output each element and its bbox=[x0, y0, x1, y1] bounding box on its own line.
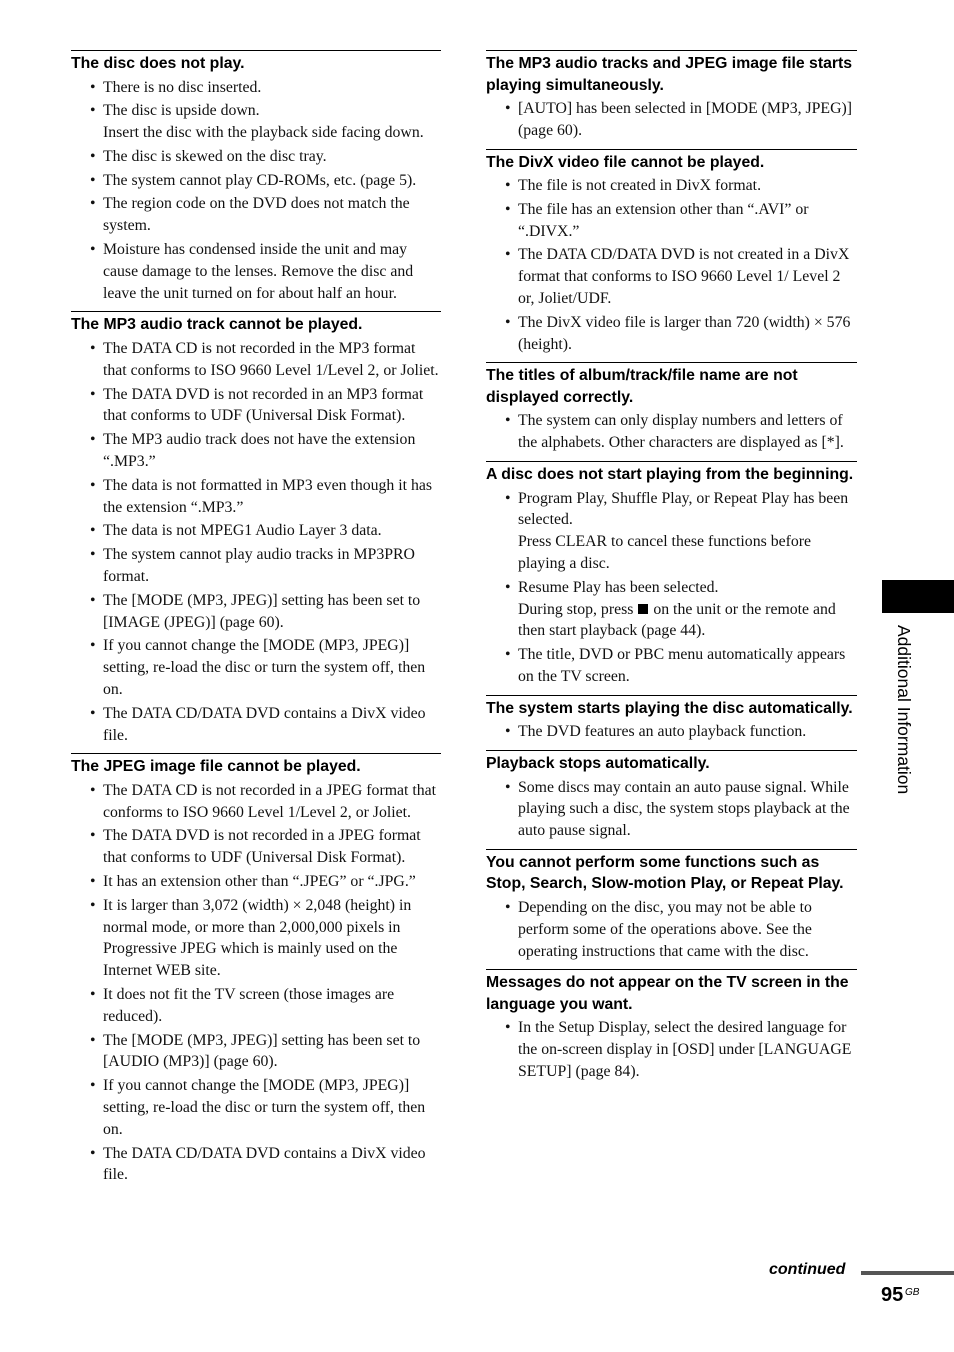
list-item bbox=[486, 410, 857, 454]
item-text: The [MODE (MP3, JPEG)] setting has been set to [AUDIO (MP3)] (page 60). bbox=[103, 1031, 421, 1071]
list-item bbox=[71, 146, 441, 168]
item-text: The DATA DVD is not recorded in an MP3 format that conforms to UDF (Universal Disk Format). bbox=[103, 385, 424, 425]
item-text: The file is not created in DivX format. bbox=[518, 177, 762, 195]
item-text: Depending on the disc, you may not be able to perform some of the operations above. See the operating instructions that came with the disc. bbox=[518, 898, 812, 960]
troubleshooting-section bbox=[486, 461, 857, 688]
item-text: The DATA CD/DATA DVD contains a DivX video file. bbox=[103, 1144, 426, 1184]
item-note: Press CLEAR to cancel these functions before playing a disc. bbox=[518, 533, 812, 572]
continued-label: continued bbox=[769, 1261, 846, 1278]
list-item bbox=[71, 1075, 441, 1140]
bullet-list bbox=[486, 175, 857, 355]
item-text: Some discs may contain an auto pause signal. While playing such a disc, the system stops playback at the auto pause signal. bbox=[518, 778, 850, 840]
bullet-list bbox=[486, 488, 857, 688]
bullet-icon: • bbox=[90, 591, 96, 609]
list-item bbox=[486, 577, 857, 642]
bullet-list bbox=[71, 77, 441, 305]
item-text: [AUTO] has been selected in [MODE (MP3, JPEG)] (page 60). bbox=[518, 100, 853, 139]
bullet-icon: • bbox=[90, 985, 96, 1003]
list-item bbox=[71, 193, 441, 237]
side-section-label: Additional Information bbox=[894, 625, 914, 795]
item-text: The disc is skewed on the disc tray. bbox=[103, 147, 327, 165]
list-item bbox=[71, 703, 441, 747]
item-text: Moisture has condensed inside the unit and may cause damage to the lenses. Remove the disc and leave the unit turned on for about half an hour. bbox=[103, 241, 414, 302]
list-item bbox=[71, 780, 441, 824]
item-text: The DATA CD/DATA DVD contains a DivX video file. bbox=[103, 704, 426, 744]
bullet-icon: • bbox=[505, 778, 511, 796]
troubleshooting-section bbox=[486, 362, 857, 454]
bullet-icon: • bbox=[90, 195, 96, 213]
list-item bbox=[486, 175, 857, 197]
troubleshooting-section bbox=[486, 969, 857, 1082]
section-heading: The JPEG image file cannot be played. bbox=[71, 758, 361, 776]
bullet-list bbox=[486, 777, 857, 842]
list-item bbox=[71, 984, 441, 1028]
troubleshooting-section bbox=[71, 311, 441, 746]
list-item bbox=[486, 721, 857, 743]
bullet-icon: • bbox=[90, 241, 96, 259]
left-column bbox=[71, 50, 441, 1193]
bullet-list bbox=[486, 410, 857, 454]
list-item bbox=[486, 644, 857, 688]
bullet-list bbox=[71, 780, 441, 1186]
item-text: The DATA DVD is not recorded in a JPEG format that conforms to UDF (Universal Disk Format). bbox=[103, 827, 421, 867]
bullet-icon: • bbox=[505, 1019, 511, 1037]
item-text: The system can only display numbers and letters of the alphabets. Other characters are displayed as [*]. bbox=[518, 412, 844, 452]
item-text: The title, DVD or PBC menu automatically appears on the TV screen. bbox=[518, 646, 846, 685]
item-text: It has an extension other than “.JPEG” or “.JPG.” bbox=[103, 873, 416, 890]
list-item bbox=[71, 590, 441, 634]
bullet-icon: • bbox=[90, 1144, 96, 1162]
bullet-list bbox=[486, 98, 857, 142]
bullet-icon: • bbox=[90, 1077, 96, 1095]
section-tab-marker bbox=[882, 580, 954, 613]
item-text: In the Setup Display, select the desired language for the on-screen display in [OSD] under [LANGUAGE SETUP] (page 84). bbox=[518, 1019, 852, 1080]
troubleshooting-section bbox=[486, 750, 857, 842]
item-text: The disc is upside down. bbox=[103, 102, 260, 120]
right-column bbox=[486, 50, 857, 1090]
bullet-icon: • bbox=[90, 896, 96, 914]
list-item bbox=[71, 1143, 441, 1187]
bullet-icon: • bbox=[505, 246, 511, 264]
page-number-suffix: GB bbox=[905, 1287, 920, 1298]
bullet-list bbox=[71, 338, 441, 746]
bullet-icon: • bbox=[90, 1031, 96, 1049]
bullet-icon: • bbox=[90, 431, 96, 449]
bullet-list bbox=[486, 1017, 857, 1082]
item-text: The data is not MPEG1 Audio Layer 3 data. bbox=[103, 522, 382, 540]
list-item bbox=[486, 1017, 857, 1082]
list-item bbox=[71, 895, 441, 982]
list-item bbox=[71, 384, 441, 428]
item-text: If you cannot change the [MODE (MP3, JPEG)] setting, re-load the disc or turn the system off, then on. bbox=[103, 1077, 426, 1138]
list-item bbox=[71, 635, 441, 700]
list-item bbox=[486, 199, 857, 243]
item-note: Insert the disc with the playback side facing down. bbox=[103, 124, 424, 142]
list-item bbox=[486, 98, 857, 142]
item-text: The DVD features an auto playback function. bbox=[518, 723, 807, 741]
troubleshooting-section bbox=[486, 50, 857, 142]
item-text: The file has an extension other than “.AVI” or “.DIVX.” bbox=[518, 200, 809, 240]
bullet-icon: • bbox=[90, 171, 96, 189]
continued-rule bbox=[861, 1271, 954, 1275]
bullet-icon: • bbox=[90, 339, 96, 357]
item-text: Resume Play has been selected. bbox=[518, 578, 719, 596]
bullet-icon: • bbox=[505, 200, 511, 218]
list-item bbox=[71, 239, 441, 304]
section-heading: A disc does not start playing from the beginning. bbox=[486, 466, 854, 484]
bullet-icon: • bbox=[90, 637, 96, 655]
section-heading: Playback stops automatically. bbox=[486, 755, 710, 773]
item-text: Program Play, Shuffle Play, or Repeat Play has been selected. bbox=[518, 489, 849, 529]
list-item bbox=[71, 475, 441, 519]
list-item bbox=[71, 1030, 441, 1074]
item-text: The data is not formatted in MP3 even though it has the extension “.MP3.” bbox=[103, 476, 433, 516]
bullet-icon: • bbox=[505, 646, 511, 664]
bullet-icon: • bbox=[90, 827, 96, 845]
list-item bbox=[486, 244, 857, 309]
section-heading: The titles of album/track/file name are not displayed correctly. bbox=[486, 367, 798, 406]
item-text: The [MODE (MP3, JPEG)] setting has been set to [IMAGE (JPEG)] (page 60). bbox=[103, 591, 421, 631]
list-item bbox=[71, 429, 441, 473]
bullet-list bbox=[486, 897, 857, 962]
bullet-icon: • bbox=[90, 102, 96, 120]
bullet-icon: • bbox=[90, 522, 96, 540]
item-text: The DATA CD is not recorded in a JPEG format that conforms to ISO 9660 Level 1/Level 2, or Joliet. bbox=[103, 781, 437, 821]
list-item bbox=[486, 488, 857, 575]
item-text: The DATA CD/DATA DVD is not created in a DivX format that conforms to ISO 9660 Level 1/ Level 2 or, Joliet/UDF. bbox=[518, 246, 850, 308]
item-text: The system cannot play CD-ROMs, etc. (page 5). bbox=[103, 171, 417, 189]
item-note-before: During stop, press bbox=[518, 600, 634, 618]
item-text: It is larger than 3,072 (width) × 2,048 (height) in normal mode, or more than 2,000,000 pixels in Progressive JPEG which is mainly used on the Internet WEB site. bbox=[103, 896, 412, 980]
section-heading: The DivX video file cannot be played. bbox=[486, 153, 765, 171]
list-item bbox=[71, 871, 441, 893]
item-text: There is no disc inserted. bbox=[103, 78, 262, 96]
list-item bbox=[71, 100, 441, 144]
bullet-icon: • bbox=[90, 873, 96, 890]
bullet-icon: • bbox=[90, 147, 96, 165]
section-heading: You cannot perform some functions such as Stop, Search, Slow-motion Play, or Repeat Play. bbox=[486, 853, 844, 893]
list-item bbox=[71, 170, 441, 192]
bullet-icon: • bbox=[505, 412, 511, 430]
bullet-icon: • bbox=[505, 723, 511, 741]
list-item bbox=[486, 897, 857, 962]
list-item bbox=[71, 520, 441, 542]
troubleshooting-section bbox=[486, 695, 857, 743]
troubleshooting-section bbox=[486, 849, 857, 962]
page-number: 95 bbox=[881, 1284, 904, 1306]
bullet-icon: • bbox=[90, 78, 96, 96]
bullet-icon: • bbox=[505, 898, 511, 916]
item-text: If you cannot change the [MODE (MP3, JPEG)] setting, re-load the disc or turn the system off, then on. bbox=[103, 637, 426, 698]
item-text: The region code on the DVD does not match the system. bbox=[103, 195, 410, 235]
troubleshooting-section bbox=[486, 149, 857, 356]
troubleshooting-section bbox=[71, 50, 441, 304]
troubleshooting-section bbox=[71, 753, 441, 1186]
item-text: It does not fit the TV screen (those images are reduced). bbox=[103, 985, 395, 1025]
stop-button-icon bbox=[638, 604, 648, 614]
bullet-icon: • bbox=[90, 781, 96, 799]
list-item bbox=[71, 544, 441, 588]
bullet-list bbox=[486, 721, 857, 743]
item-text: The MP3 audio track does not have the extension “.MP3.” bbox=[103, 431, 416, 470]
item-text: The system cannot play audio tracks in MP3PRO format. bbox=[103, 546, 415, 585]
bullet-icon: • bbox=[90, 704, 96, 722]
bullet-icon: • bbox=[505, 100, 511, 117]
section-heading: The system starts playing the disc automatically. bbox=[486, 699, 853, 717]
item-text: The DATA CD is not recorded in the MP3 format that conforms to ISO 9660 Level 1/Level 2, or Joliet. bbox=[103, 339, 439, 379]
list-item bbox=[486, 777, 857, 842]
bullet-icon: • bbox=[90, 385, 96, 403]
bullet-icon: • bbox=[90, 476, 96, 494]
item-note-after: on the unit or the remote and then start playback (page 44). bbox=[518, 600, 836, 640]
item-text: The DivX video file is larger than 720 (width) × 576 (height). bbox=[518, 313, 851, 353]
bullet-icon: • bbox=[505, 489, 511, 507]
bullet-icon: • bbox=[505, 313, 511, 331]
bullet-icon: • bbox=[505, 177, 511, 195]
list-item bbox=[71, 825, 441, 869]
section-heading: The MP3 audio track cannot be played. bbox=[71, 316, 363, 334]
list-item bbox=[71, 338, 441, 382]
bullet-icon: • bbox=[505, 578, 511, 596]
section-heading: The disc does not play. bbox=[71, 55, 245, 72]
list-item bbox=[486, 312, 857, 356]
section-heading: The MP3 audio tracks and JPEG image file starts playing simultaneously. bbox=[486, 55, 853, 94]
list-item bbox=[71, 77, 441, 99]
item-note bbox=[518, 599, 857, 643]
section-heading: Messages do not appear on the TV screen in the language you want. bbox=[486, 974, 849, 1013]
bullet-icon: • bbox=[90, 546, 96, 564]
